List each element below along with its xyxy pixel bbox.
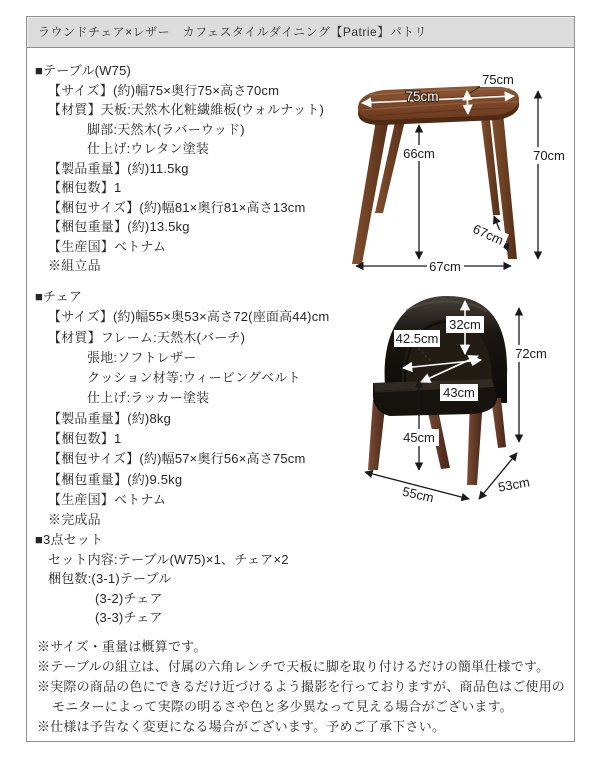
spec-line: 【梱包数】1 bbox=[48, 431, 122, 447]
spec-line: 張地:ソフトレザー bbox=[87, 349, 197, 365]
spec-sheet-frame bbox=[26, 16, 575, 742]
spec-line: 【梱包重量】(約)13.5kg bbox=[48, 219, 190, 234]
dim-chair-inner-width: 42.5cm bbox=[395, 331, 439, 346]
note-line: ※仕様は予告なく変更になる場合がございます。予めご了承下さい。 bbox=[37, 719, 446, 734]
chair-dimension-diagram bbox=[345, 288, 573, 526]
chair-spec-section bbox=[35, 287, 329, 531]
table-dimension-diagram bbox=[348, 62, 574, 284]
spec-line: 【製品重量】(約)8kg bbox=[48, 410, 172, 426]
spec-line: ※組立品 bbox=[48, 258, 101, 273]
spec-line: 脚部:天然木(ラバーウッド) bbox=[87, 121, 245, 137]
dim-chair-seat-height: 45cm bbox=[403, 430, 435, 445]
spec-line: 【生産国】ベトナム bbox=[48, 491, 167, 507]
spec-line: ■チェア bbox=[35, 289, 83, 304]
spec-line: 【材質】天板:天然木化粧繊維板(ウォルナット) bbox=[48, 102, 325, 117]
spec-line: ■テーブル(W75) bbox=[35, 63, 132, 78]
dim-table-top-depth: 75cm bbox=[482, 72, 514, 87]
footnotes-section bbox=[37, 637, 565, 737]
dim-table-top-width: 75cm bbox=[405, 89, 439, 104]
dim-chair-back-height: 32cm bbox=[449, 317, 481, 332]
spec-line: セット内容:テーブル(W75)×1、チェア×2 bbox=[48, 551, 289, 567]
spec-line: 【サイズ】(約)幅75×奥行75×高さ70cm bbox=[48, 82, 280, 98]
dim-table-under-height: 66cm bbox=[403, 146, 435, 161]
spec-line: 【生産国】ベトナム bbox=[48, 238, 167, 254]
dim-chair-depth: 53cm bbox=[496, 474, 531, 495]
dim-chair-seat-depth: 43cm bbox=[443, 385, 475, 400]
spec-line: ■3点セット bbox=[35, 532, 104, 547]
spec-line: 【製品重量】(約)11.5kg bbox=[48, 160, 189, 176]
spec-line: クッション材等:ウィービングベルト bbox=[87, 370, 301, 386]
spec-line: 【梱包数】1 bbox=[48, 180, 122, 195]
set-spec-section bbox=[35, 530, 289, 628]
dim-table-leg-width: 67cm bbox=[429, 259, 461, 274]
spec-line: 【材質】フレーム:天然木(バーチ) bbox=[48, 329, 246, 345]
dim-table-leg-diag: 67cm bbox=[470, 221, 506, 248]
spec-line: 【梱包サイズ】(約)幅81×奥行81×高さ13cm bbox=[48, 199, 306, 215]
spec-line: ※完成品 bbox=[48, 512, 101, 528]
note-line: ※テーブルの組立は、付属の六角レンチで天板に脚を取り付けるだけの簡単仕様です。 bbox=[37, 659, 550, 674]
spec-line: 【梱包サイズ】(約)幅57×奥行56×高さ75cm bbox=[48, 451, 306, 467]
spec-line: 【サイズ】(約)幅55×奥53×高さ72(座面高44)cm bbox=[48, 309, 330, 325]
spec-line: 梱包数:(3-1)テーブル bbox=[48, 571, 172, 586]
dim-chair-total-height: 72cm bbox=[515, 346, 547, 361]
dim-table-total-height: 70cm bbox=[533, 148, 565, 163]
dim-chair-width: 55cm bbox=[400, 483, 436, 506]
note-line: モニターによって実際の明るさや色と多少異なって見える場合がございます。 bbox=[52, 699, 513, 714]
note-line: ※サイズ・重量は概算です。 bbox=[37, 639, 207, 654]
spec-line: 【梱包重量】(約)9.5kg bbox=[48, 471, 183, 487]
page-title: ラウンドチェア×レザー カフェスタイルダイニング【Patrie】パトリ bbox=[27, 17, 574, 48]
spec-line: (3-2)チェア bbox=[95, 590, 163, 606]
note-line: ※実際の商品の色にできるだけ近づけるよう撮影を行っておりますが、商品色はご使用の bbox=[37, 679, 566, 694]
table-spec-section bbox=[35, 61, 324, 276]
spec-line: 仕上げ:ラッカー塗装 bbox=[87, 390, 210, 406]
chair-illustration bbox=[368, 296, 507, 485]
spec-line: (3-3)チェア bbox=[95, 610, 163, 625]
spec-line: 仕上げ:ウレタン塗装 bbox=[87, 141, 210, 156]
